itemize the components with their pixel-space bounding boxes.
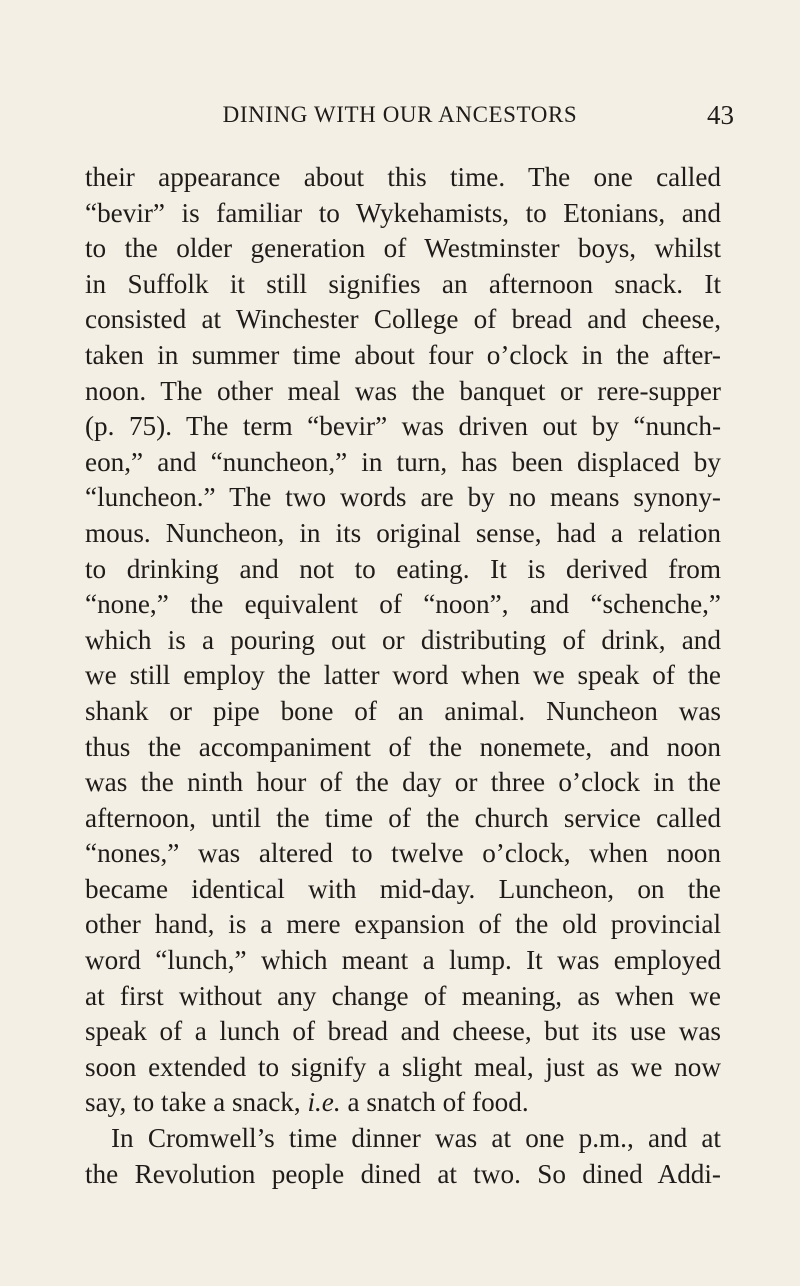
text-line: speak of a lunch of bread and cheese, but its use was xyxy=(85,1016,721,1047)
text-line: consisted at Winchester College of bread and cheese, xyxy=(85,304,721,335)
text-segment: a snatch of food. xyxy=(340,1087,529,1118)
running-title: DINING WITH OUR ANCESTORS xyxy=(222,102,578,127)
text-line: we still employ the latter word when we speak of the xyxy=(85,660,721,691)
text-line: became identical with mid-day. Luncheon, on the xyxy=(85,873,721,904)
text-line xyxy=(85,1085,721,1121)
text-line: noon. The other meal was the banquet or rere-supper xyxy=(85,375,721,406)
text-line: soon extended to signify a slight meal, just as we now xyxy=(85,1051,721,1082)
text-line: mous. Nuncheon, in its original sense, had a relation xyxy=(85,517,721,548)
text-line: in Suffolk it still signifies an afternoon snack. It xyxy=(85,268,721,299)
text-line: thus the accompaniment of the nonemete, and noon xyxy=(85,731,721,762)
italic-abbreviation: i.e. xyxy=(307,1087,341,1118)
text-line: “bevir” is familiar to Wykehamists, to Etonians, and xyxy=(85,197,721,228)
running-head xyxy=(0,98,800,132)
text-line: word “lunch,” which meant a lump. It was employed xyxy=(85,945,721,976)
text-line: eon,” and “nuncheon,” in turn, has been displaced by xyxy=(85,446,721,477)
text-line: “luncheon.” The two words are by no means synony- xyxy=(85,482,721,513)
text-line: shank or pipe bone of an animal. Nuncheon was xyxy=(85,695,721,726)
text-line: to the older generation of Westminster boys, whilst xyxy=(85,233,721,264)
text-line: (p. 75). The term “bevir” was driven out by “nunch- xyxy=(85,411,721,442)
text-line: “none,” the equivalent of “noon”, and “schenche,” xyxy=(85,589,721,620)
text-line: other hand, is a mere expansion of the old provincial xyxy=(85,909,721,940)
text-line: afternoon, until the time of the church service called xyxy=(85,802,721,833)
text-segment: say, to take a snack, xyxy=(85,1087,308,1118)
text-line: their appearance about this time. The one called xyxy=(85,162,721,192)
text-line: was the ninth hour of the day or three o’clock in the xyxy=(85,767,721,798)
body-text xyxy=(85,160,721,1192)
text-line: taken in summer time about four o’clock in the after- xyxy=(85,339,721,370)
text-line: to drinking and not to eating. It is derived from xyxy=(85,553,721,584)
page-number: 43 xyxy=(707,100,734,130)
text-line: the Revolution people dined at two. So dined Addi- xyxy=(85,1158,721,1189)
text-line: at first without any change of meaning, as when we xyxy=(85,980,721,1011)
text-line-paragraph-start: In Cromwell’s time dinner was at one p.m., and at xyxy=(111,1123,721,1154)
text-line: which is a pouring out or distributing of drink, and xyxy=(85,624,721,655)
text-line: “nones,” was altered to twelve o’clock, when noon xyxy=(85,838,721,869)
